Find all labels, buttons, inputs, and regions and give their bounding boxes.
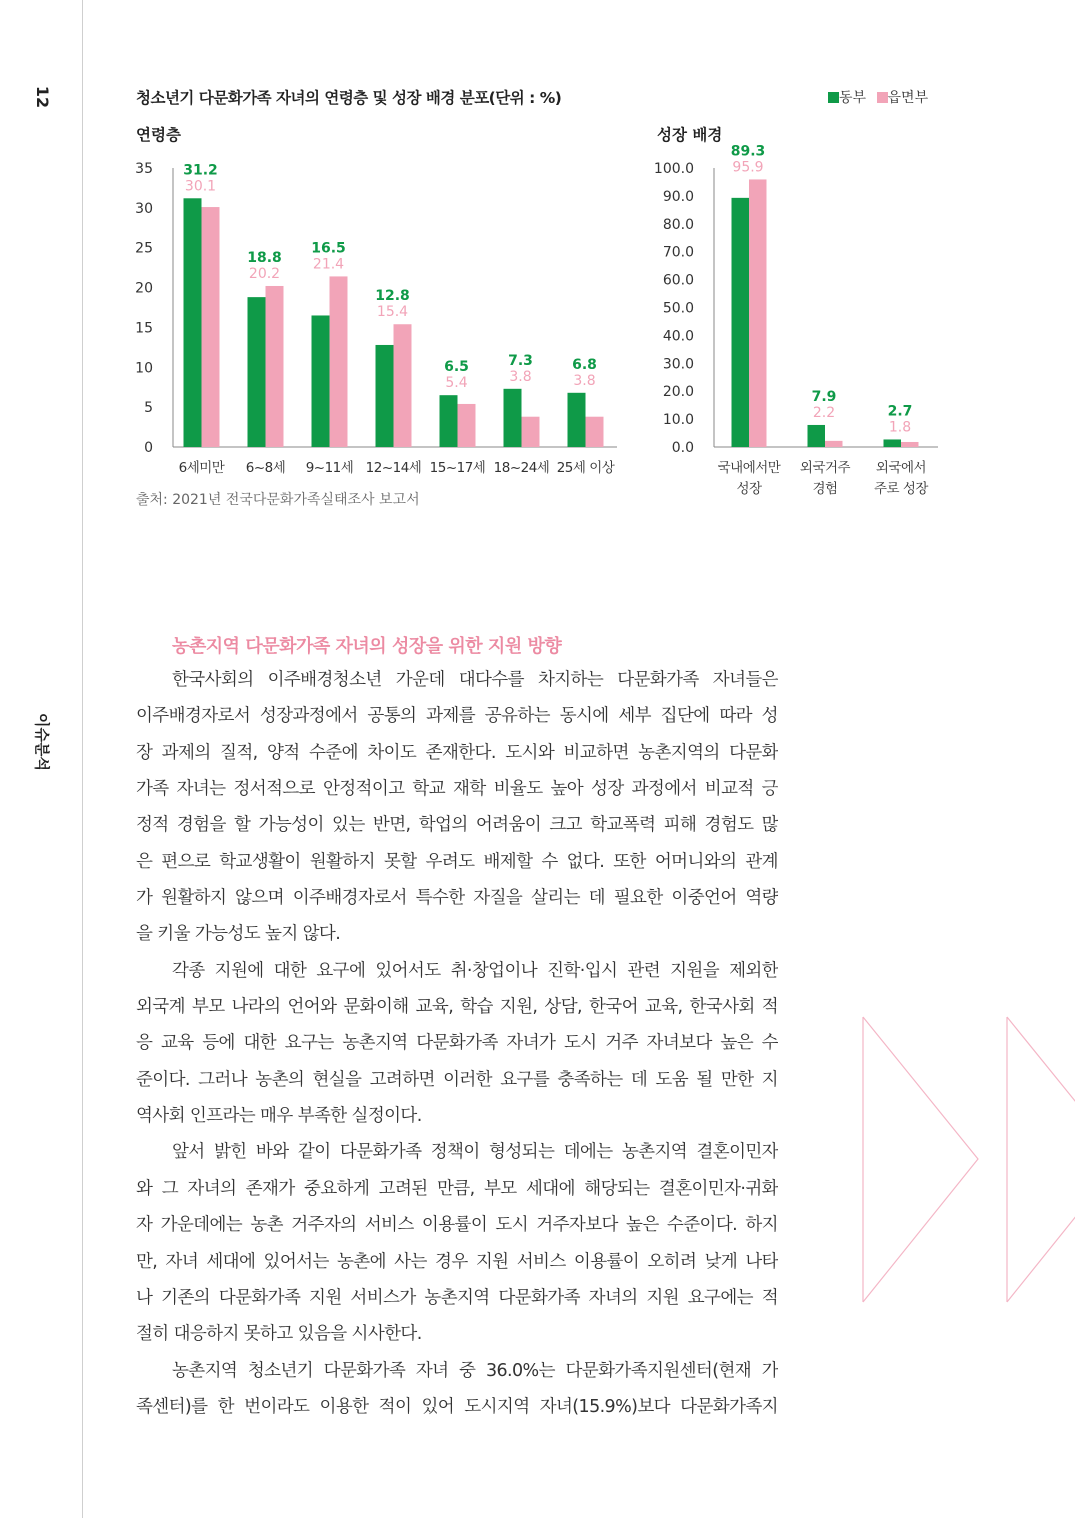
x-category-label: 6~8세 [245,460,286,476]
article-line: 응 교육 등에 대한 요구는 농촌지역 다문화가족 자녀가 도시 거주 자녀보다 높은 수 [136,1033,778,1054]
article-line: 정적 경험을 할 가능성이 있는 반면, 학업의 어려움이 크고 학교폭력 피해 경험도 많 [136,815,778,836]
data-label-eupmyeonbu: 1.8 [888,419,912,436]
y-tick-label: 50.0 [662,300,694,317]
data-label-eupmyeonbu: 3.8 [509,368,532,385]
article-line: 자 가운데에는 농촌 거주자의 서비스 이용률이 도시 거주자보다 높은 수준이다. 하지 [136,1215,778,1236]
article-line: 이주배경자로서 성장과정에서 공통의 과제를 공유하는 동시에 세부 집단에 따라 성 [136,706,778,727]
data-label-dongbu: 89.3 [730,143,766,160]
x-category-label: 외국에서 [875,460,927,476]
y-tick-label: 15 [135,320,153,337]
x-category-label: 경험 [812,481,838,497]
article-line: 역사회 인프라는 매우 부족한 실정이다. [136,1106,422,1127]
bar-eupmyeonbu [825,441,843,447]
x-category-label: 9~11세 [305,460,354,476]
x-category-label: 외국거주 [799,460,851,476]
article-line: 만, 자녀 세대에 있어서는 농촌에 사는 경우 지원 서비스 이용률이 오히려 낮게 나타 [136,1251,778,1272]
y-tick-label: 30 [135,200,153,217]
data-label-eupmyeonbu: 3.8 [573,372,596,389]
bar-eupmyeonbu [901,442,919,447]
article-line: 장 과제의 질적, 양적 수준에 차이도 존재한다. 도시와 비교하면 농촌지역의 다문화 [136,742,778,763]
data-label-eupmyeonbu: 15.4 [376,304,409,321]
y-tick-label: 0.0 [671,440,694,456]
y-tick-label: 40.0 [662,328,694,345]
article-line: 외국계 부모 나라의 언어와 문화이해 교육, 학습 지원, 상담, 한국어 교육, 한국사회 적 [136,997,778,1018]
y-tick-label: 35 [135,161,153,177]
x-category-label: 25세 이상 [556,460,615,476]
data-label-eupmyeonbu: 20.2 [248,265,281,282]
x-category-label: 15~17세 [429,460,486,476]
figure-title: 청소년기 다문화가족 자녀의 연령층 및 성장 배경 분포(단위 : %) [136,89,562,107]
article-line: 절히 대응하지 못하고 있음을 시사한다. [136,1324,422,1345]
x-category-label: 성장 [736,481,762,497]
article-line: 와 그 자녀의 존재가 중요하게 고려된 만큼, 부모 세대에 해당되는 결혼이민자·귀화 [136,1178,778,1199]
data-label-eupmyeonbu: 21.4 [312,256,345,273]
x-category-label: 12~14세 [365,460,422,476]
y-tick-label: 5 [144,400,153,417]
y-tick-label: 30.0 [662,356,694,373]
article-heading: 농촌지역 다문화가족 자녀의 성장을 위한 지원 방향 [172,636,562,657]
legend-label-dongbu: 동부 [839,90,867,106]
section-label: 이슈분석 [33,713,51,771]
article-line: 은 편으로 학교생활이 원활하지 못할 우려도 배제할 수 없다. 또한 어머니와의 관계 [136,851,778,872]
y-tick-label: 90.0 [662,188,694,205]
article-line: 농촌지역 청소년기 다문화가족 자녀 중 36.0%는 다문화가족지원센터(현재 가 [172,1360,778,1381]
page-number: 12 [33,85,52,109]
age-chart-title: 연령층 [136,126,181,144]
bar-dongbu [884,439,902,447]
data-label-dongbu: 12.8 [375,288,410,305]
article-line: 가족 자녀는 정서적으로 안정적이고 학교 재학 비율도 높아 성장 과정에서 비교적 긍 [136,779,778,800]
bar-dongbu [808,425,826,447]
data-label-dongbu: 6.5 [444,359,469,376]
data-label-dongbu: 7.9 [811,388,837,405]
y-tick-label: 25 [135,240,153,257]
article-line: 족센터)를 한 번이라도 이용한 적이 있어 도시지역 자녀(15.9%)보다 다문화가족지 [136,1396,778,1417]
data-label-eupmyeonbu: 95.9 [732,159,764,176]
y-tick-label: 20.0 [662,384,694,401]
article-line: 을 키울 가능성도 높지 않다. [136,924,341,945]
x-category-label: 18~24세 [493,460,550,476]
article-line: 한국사회의 이주배경청소년 가운데 대다수를 차지하는 다문화가족 자녀들은 [172,670,778,690]
legend-label-eupmyeonbu: 읍면부 [887,90,929,106]
bar-eupmyeonbu [749,179,767,447]
article-line: 앞서 밝힌 바와 같이 다문화가족 정책이 형성되는 데에는 농촌지역 결혼이민자 [172,1142,778,1163]
background-chart-title: 성장 배경 [657,126,723,144]
bar-dongbu [732,198,750,447]
article-line: 가 원활하지 않으며 이주배경자로서 특수한 자질을 살리는 데 필요한 이중언어 역량 [136,888,778,909]
double-triangle-decoration [860,1015,1075,1305]
data-label-dongbu: 31.2 [183,162,218,179]
growth-background-bar-chart [0,0,1075,520]
article-line: 각종 지원에 대한 요구에 있어서도 취·창업이나 진학·입시 관련 지원을 제외한 [172,960,778,981]
y-tick-label: 0 [144,440,153,456]
data-label-dongbu: 6.8 [572,356,597,373]
data-label-dongbu: 7.3 [508,352,533,369]
article-line: 나 기존의 다문화가족 지원 서비스가 농촌지역 다문화가족 자녀의 지원 요구에는 적 [136,1287,778,1308]
data-label-dongbu: 16.5 [311,240,346,257]
y-tick-label: 70.0 [662,244,694,261]
y-tick-label: 10.0 [662,412,694,429]
figure-source: 출처: 2021년 전국다문화가족실태조사 보고서 [136,492,420,508]
x-category-label: 국내에서만 [717,460,781,476]
y-tick-label: 20 [135,280,153,297]
x-category-label: 주로 성장 [874,481,928,497]
y-tick-label: 100.0 [653,161,694,177]
y-tick-label: 80.0 [662,216,694,233]
data-label-eupmyeonbu: 30.1 [184,178,217,195]
x-category-label: 6세미만 [178,460,225,476]
data-label-eupmyeonbu: 5.4 [445,375,468,392]
data-label-dongbu: 2.7 [887,403,913,420]
y-tick-label: 60.0 [662,272,694,289]
article-line: 준이다. 그러나 농촌의 현실을 고려하면 이러한 요구를 충족하는 데 도움 될 만한 지 [136,1069,778,1090]
y-tick-label: 10 [135,360,153,377]
data-label-dongbu: 18.8 [247,249,282,266]
data-label-eupmyeonbu: 2.2 [812,404,836,421]
article-body [136,662,778,1425]
